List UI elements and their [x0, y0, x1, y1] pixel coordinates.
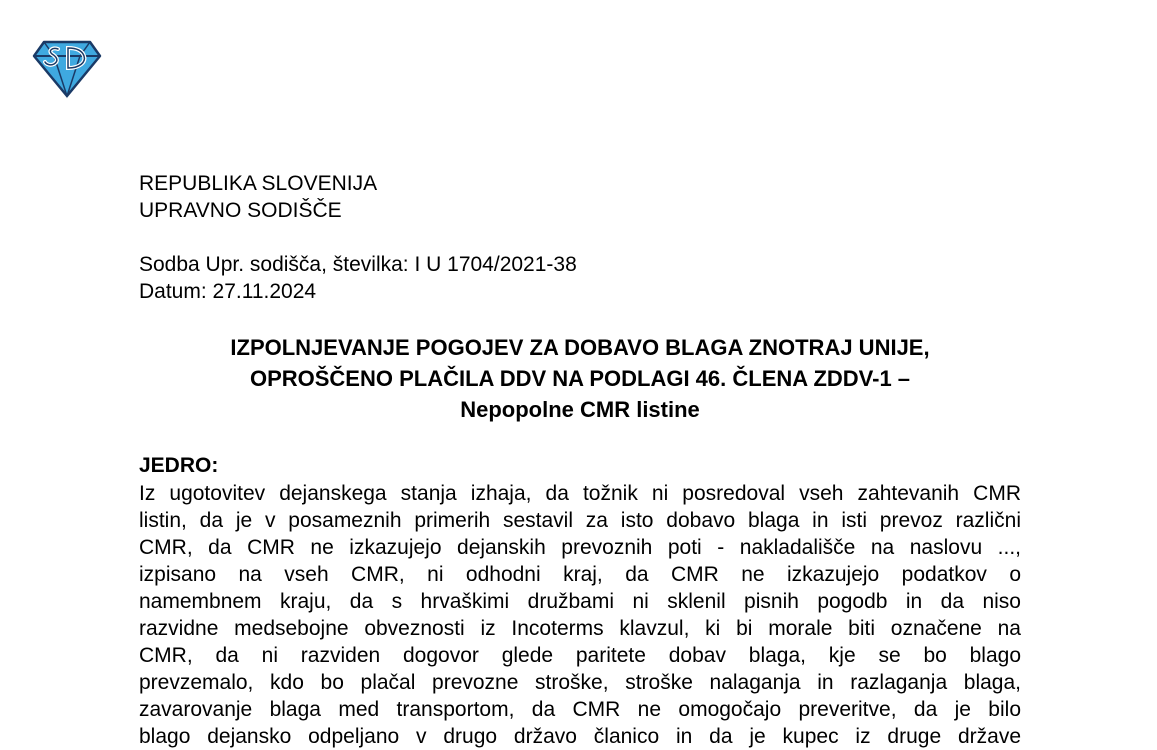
- paragraph-line: blago dejansko odpeljano v drugo državo članico in da je kupec iz druge države: [139, 725, 1021, 748]
- paragraph-line: razvidne medsebojne obveznosti iz Incoterms klavzul, ki bi morale biti označene na: [139, 617, 1021, 640]
- paragraph-line: namembnem kraju, da s hrvaškimi družbami ni sklenil pisnih pogodb in da niso: [139, 590, 1021, 613]
- paragraph-line: zavarovanje blaga med transportom, da CMR ne omogočajo preveritve, da je bilo: [139, 698, 1021, 721]
- country-name: REPUBLIKA SLOVENIJA: [139, 172, 378, 195]
- judgment-date: Datum: 27.11.2024: [139, 280, 317, 303]
- paragraph-line: izpisano na vseh CMR, ni odhodni kraj, da CMR ne izkazujejo podatkov o: [139, 563, 1021, 586]
- judgment-number: Sodba Upr. sodišča, številka: I U 1704/2021-38: [139, 253, 577, 276]
- diamond-logo-icon: [30, 38, 104, 100]
- paragraph-line: Iz ugotovitev dejanskega stanja izhaja, da tožnik ni posredoval vseh zahtevanih CMR: [139, 482, 1021, 505]
- title-line-3: Nepopolne CMR listine: [460, 397, 700, 422]
- document-title: [139, 332, 1021, 425]
- paragraph-line: CMR, da CMR ne izkazujejo dejanskih prevoznih poti - nakladališče na naslovu ...,: [139, 536, 1021, 559]
- paragraph-line: prevzemalo, kdo bo plačal prevozne stroške, stroške nalaganja in razlaganja blaga,: [139, 671, 1021, 694]
- court-logo: [30, 38, 104, 100]
- paragraph-line: CMR, da ni razviden dogovor glede paritete dobav blaga, kje se bo blago: [139, 644, 1021, 667]
- paragraph-line: listin, da je v posameznih primerih sestavil za isto dobavo blaga in isti prevoz različni: [139, 509, 1021, 532]
- title-line-1: IZPOLNJEVANJE POGOJEV ZA DOBAVO BLAGA ZNOTRAJ UNIJE,: [230, 335, 930, 360]
- title-line-2: OPROŠČENO PLAČILA DDV NA PODLAGI 46. ČLENA ZDDV-1 –: [249, 366, 911, 391]
- judgment-meta: [139, 251, 577, 305]
- jedro-paragraph: [139, 480, 1021, 750]
- issuer-header: [139, 170, 377, 224]
- jedro-heading: JEDRO:: [139, 454, 219, 477]
- court-name: UPRAVNO SODIŠČE: [139, 199, 342, 222]
